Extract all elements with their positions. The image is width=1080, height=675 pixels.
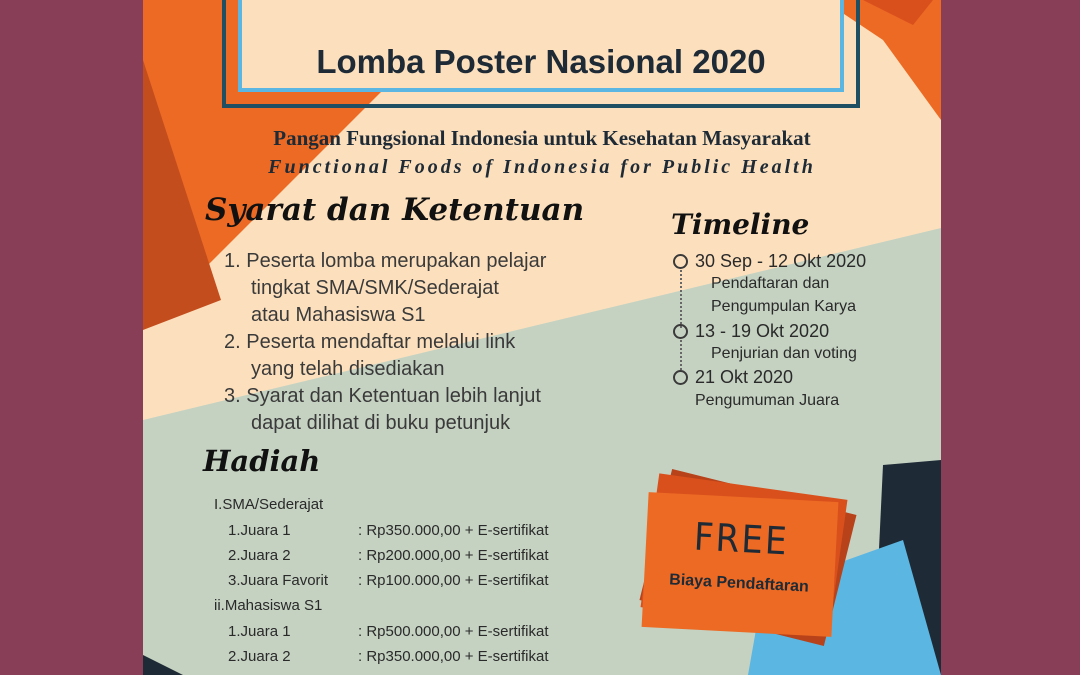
timeline-desc: Penjurian dan voting — [711, 345, 857, 362]
prize-reward: : Rp100.000,00 + E-sertifikat — [358, 572, 549, 589]
registration-fee-label: Biaya Pendaftaran — [668, 571, 810, 596]
requirement-line: yang telah disediakan — [251, 358, 445, 380]
requirement-line: 3. Syarat dan Ketentuan lebih lanjut — [224, 385, 541, 407]
badge-card-front — [642, 492, 839, 637]
prize-reward: : Rp500.000,00 + E-sertifikat — [358, 623, 549, 640]
prize-reward: : Rp200.000,00 + E-sertifikat — [358, 547, 549, 564]
poster — [143, 0, 941, 675]
requirement-line: dapat dilihat di buku petunjuk — [251, 412, 511, 434]
prize-rank: 3.Juara Favorit — [228, 572, 329, 589]
timeline-desc: Pendaftaran dan — [711, 275, 830, 292]
prize-rank: 1.Juara 1 — [228, 623, 291, 640]
timeline-connector — [680, 340, 682, 370]
free-badge — [623, 470, 863, 650]
title-frame-inner — [238, 0, 844, 92]
timeline-dot — [673, 254, 688, 269]
prize-reward: : Rp350.000,00 + E-sertifikat — [358, 522, 549, 539]
free-label: FREE — [692, 514, 790, 564]
event-name — [242, 0, 840, 1]
prize-reward: : Rp350.000,00 + E-sertifikat — [358, 648, 549, 665]
requirements-heading: Syarat dan Ketentuan — [205, 192, 585, 228]
timeline-connector — [680, 270, 682, 328]
requirement-line: 2. Peserta mendaftar melalui link — [224, 331, 516, 353]
event-title: Lomba Poster Nasional 2020 — [316, 43, 766, 80]
prizes-heading: Hadiah — [203, 444, 321, 478]
timeline-heading: Timeline — [671, 208, 810, 241]
timeline-date: 30 Sep - 12 Okt 2020 — [695, 251, 867, 271]
prize-group-label: ii.Mahasiswa S1 — [214, 597, 323, 614]
prize-rank: 1.Juara 1 — [228, 522, 291, 539]
timeline-date: 21 Okt 2020 — [695, 367, 794, 387]
theme-indonesian: Pangan Fungsional Indonesia untuk Kesehatan Masyarakat — [273, 126, 811, 150]
requirement-line: atau Mahasiswa S1 — [251, 304, 426, 326]
timeline-date: 13 - 19 Okt 2020 — [695, 321, 830, 341]
title-frame — [222, 0, 860, 108]
prize-rank: 2.Juara 2 — [228, 648, 291, 665]
timeline-desc: Pengumpulan Karya — [711, 298, 856, 315]
timeline-dot — [673, 370, 688, 385]
timeline-desc: Pengumuman Juara — [695, 392, 840, 409]
timeline-dot — [673, 324, 688, 339]
prize-rank: 2.Juara 2 — [228, 547, 291, 564]
requirement-line: tingkat SMA/SMK/Sederajat — [251, 277, 499, 299]
prize-group-label: I.SMA/Sederajat — [214, 496, 324, 513]
requirement-line: 1. Peserta lomba merupakan pelajar — [224, 250, 547, 272]
theme-english: Functional Foods of Indonesia for Public Health — [268, 156, 816, 178]
